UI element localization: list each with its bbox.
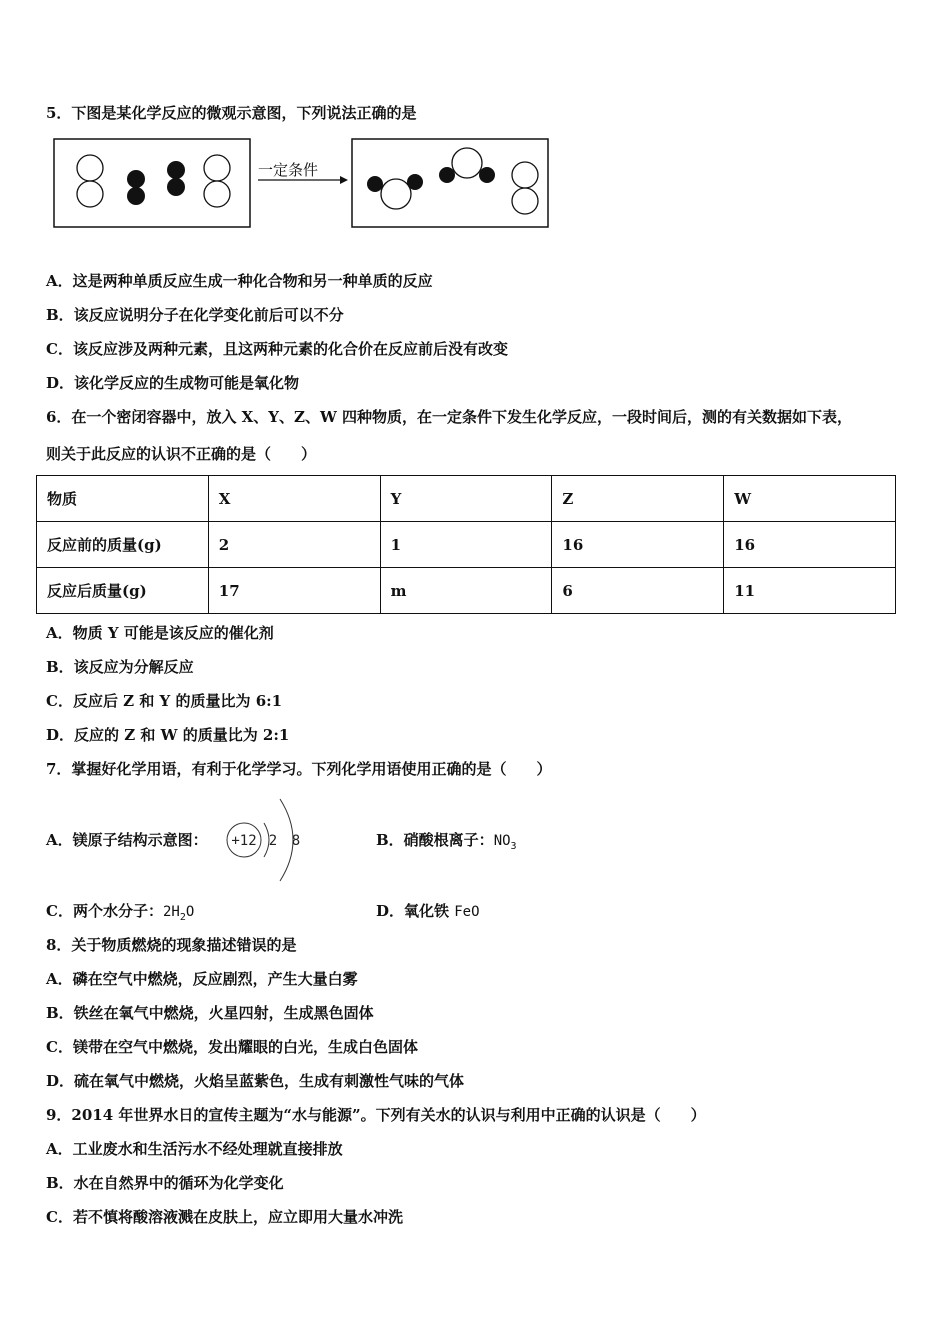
q9-option-c[interactable]: C．若不慎将酸溶液溅在皮肤上，应立即用大量水冲洗 — [46, 1208, 403, 1226]
table-cell: 反应前的质量(g) — [37, 522, 209, 568]
arrow-head — [340, 176, 348, 184]
atom-white — [512, 188, 538, 214]
atom-black — [127, 187, 145, 205]
q8-option-a[interactable]: A．磷在空气中燃烧，反应剧烈，产生大量白雾 — [46, 970, 358, 988]
arrow-condition-label: 一定条件 — [258, 161, 319, 179]
table-cell: Z — [552, 476, 724, 522]
q5-option-a[interactable]: A．这是两种单质反应生成一种化合物和另一种单质的反应 — [46, 272, 433, 290]
q5-stem: 5．下图是某化学反应的微观示意图，下列说法正确的是 — [46, 104, 417, 122]
q8-option-d[interactable]: D．硫在氧气中燃烧，火焰呈蓝紫色，生成有刺激性气味的气体 — [46, 1072, 465, 1090]
table-cell: 6 — [552, 568, 724, 614]
q8-stem: 8．关于物质燃烧的现象描述错误的是 — [46, 936, 297, 954]
q6-option-c[interactable]: C．反应后 Z 和 Y 的质量比为 6:1 — [46, 692, 283, 710]
q8-option-c[interactable]: C．镁带在空气中燃烧，发出耀眼的白光，生成白色固体 — [46, 1038, 418, 1056]
atom-white — [512, 162, 538, 188]
iron-oxide-formula: FeO — [454, 904, 480, 920]
table-cell: 17 — [208, 568, 380, 614]
q7-option-c-label: C．两个水分子： — [46, 902, 163, 920]
table-cell: 16 — [552, 522, 724, 568]
table-row — [37, 476, 896, 522]
q5-option-b[interactable]: B．该反应说明分子在化学变化前后可以不分 — [46, 306, 344, 324]
q6-option-b[interactable]: B．该反应为分解反应 — [46, 658, 194, 676]
atom-black — [167, 178, 185, 196]
water-subscript: 2 — [179, 912, 186, 923]
q5-option-c[interactable]: C．该反应涉及两种元素，且这两种元素的化合价在反应前后没有改变 — [46, 340, 508, 358]
table-cell: W — [724, 476, 896, 522]
shell1-electrons: 2 — [268, 833, 278, 849]
q9-stem: 9．2014 年世界水日的宣传主题为“水与能源”。下列有关水的认识与利用中正确的认识是（ ） — [46, 1106, 706, 1124]
nucleus-charge: +12 — [231, 833, 257, 849]
atom-white — [381, 179, 411, 209]
reaction-diagram — [0, 135, 950, 235]
atom-black — [407, 174, 423, 190]
atom-black — [367, 176, 383, 192]
q7-option-b[interactable] — [376, 829, 517, 852]
q6-stem: 6．在一个密闭容器中，放入 X、Y、Z、W 四种物质，在一定条件下发生化学反应，一段时间后，测的有关数据如下表， — [46, 408, 853, 426]
q6-option-a[interactable]: A．物质 Y 可能是该反应的催化剂 — [46, 624, 274, 642]
atom-white — [77, 181, 103, 207]
atom-white — [204, 181, 230, 207]
q7-option-d[interactable] — [376, 900, 480, 921]
q7-option-c[interactable] — [46, 900, 194, 923]
atom-black — [479, 167, 495, 183]
q7-stem: 7．掌握好化学用语，有利于化学学习。下列化学用语使用正确的是（ ） — [46, 760, 552, 778]
q6-data-table — [36, 475, 896, 614]
table-cell: 11 — [724, 568, 896, 614]
table-row — [37, 522, 896, 568]
atom-white — [77, 155, 103, 181]
atom-black — [127, 170, 145, 188]
table-cell: 16 — [724, 522, 896, 568]
table-cell: 反应后质量(g) — [37, 568, 209, 614]
atom-black — [167, 161, 185, 179]
q7-option-a[interactable]: A．镁原子结构示意图： — [46, 831, 208, 849]
shell2-electrons: 8 — [291, 833, 301, 849]
q9-option-b[interactable]: B．水在自然界中的循环为化学变化 — [46, 1174, 284, 1192]
table-cell: 2 — [208, 522, 380, 568]
q6-stem-cont: 则关于此反应的认识不正确的是（ ） — [46, 445, 317, 463]
water-formula-post: O — [185, 904, 195, 920]
table-cell: 1 — [380, 522, 552, 568]
mg-atom-structure-diagram — [222, 795, 312, 885]
atom-white — [452, 148, 482, 178]
atom-black — [439, 167, 455, 183]
table-cell: m — [380, 568, 552, 614]
table-cell: Y — [380, 476, 552, 522]
table-cell: X — [208, 476, 380, 522]
table-cell: 物质 — [37, 476, 209, 522]
table-row — [37, 568, 896, 614]
atom-white — [204, 155, 230, 181]
nitrate-formula: NO — [493, 833, 511, 849]
water-formula-pre: 2H — [162, 904, 180, 920]
q9-option-a[interactable]: A．工业废水和生活污水不经处理就直接排放 — [46, 1140, 343, 1158]
q7-option-b-label: B．硝酸根离子： — [376, 831, 494, 849]
nitrate-subscript: 3 — [510, 841, 517, 852]
q7-option-d-label: D．氧化铁 — [376, 902, 450, 920]
q8-option-b[interactable]: B．铁丝在氧气中燃烧，火星四射，生成黑色固体 — [46, 1004, 374, 1022]
q6-option-d[interactable]: D．反应的 Z 和 W 的质量比为 2:1 — [46, 726, 290, 744]
q5-option-d[interactable]: D．该化学反应的生成物可能是氧化物 — [46, 374, 300, 392]
